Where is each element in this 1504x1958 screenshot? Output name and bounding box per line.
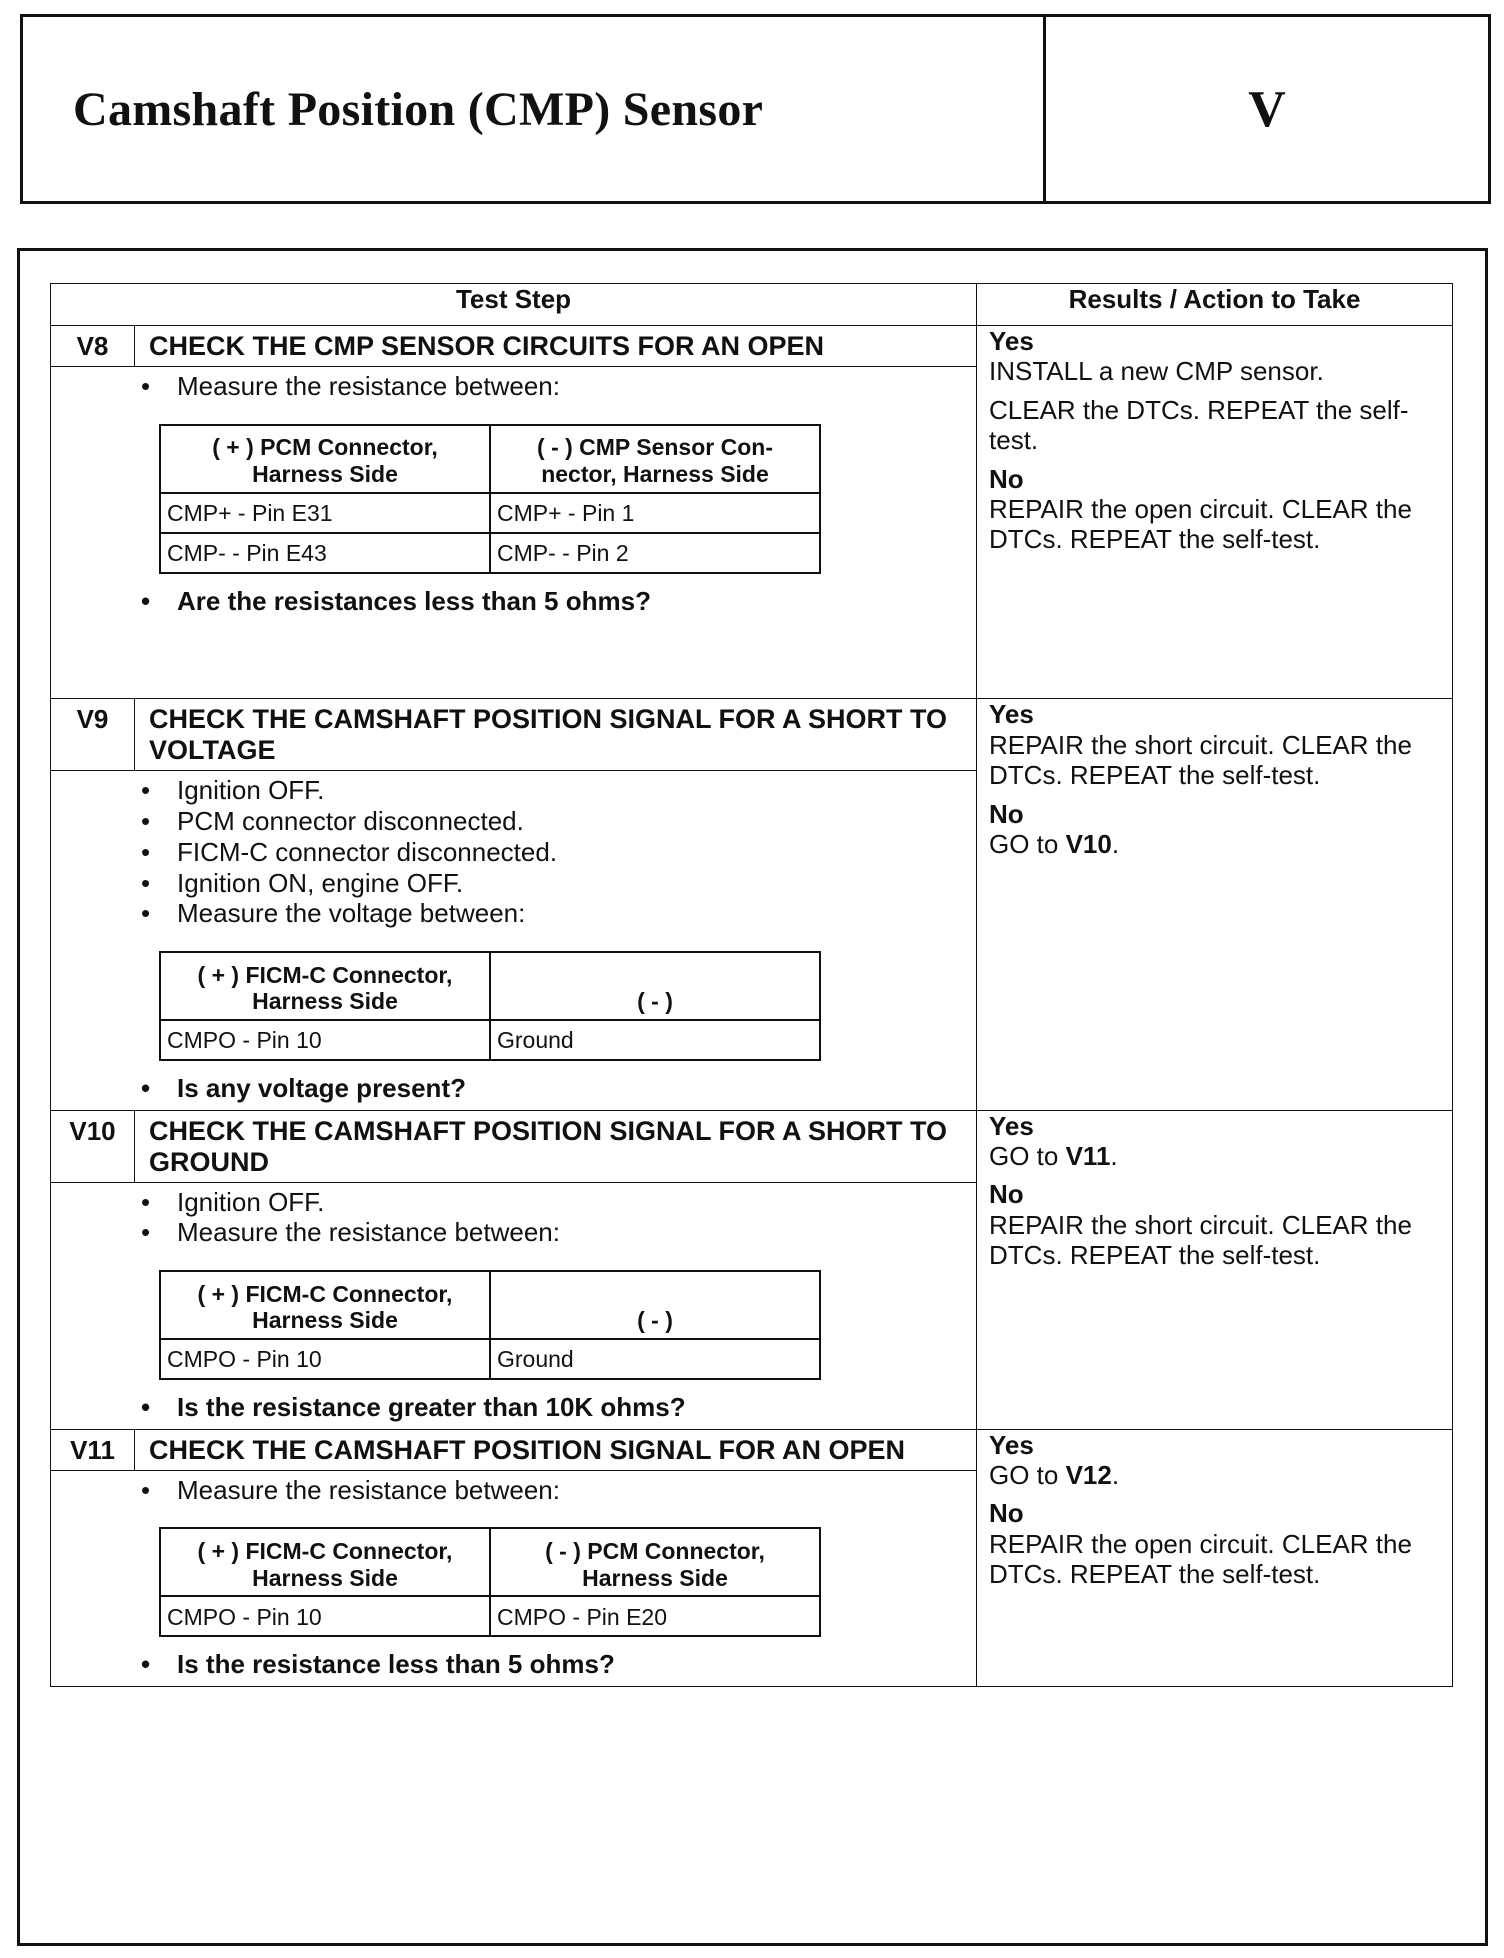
- yes-action: REPAIR the short circuit. CLEAR the DTCs. REPEAT the self-test.: [989, 729, 1412, 791]
- measurement-header: ( - ): [490, 1271, 820, 1339]
- bullet-item: • Measure the resistance between:: [141, 1475, 962, 1506]
- step-id: V8: [51, 326, 135, 367]
- yes-label: Yes: [989, 699, 1034, 730]
- step-body: [51, 1182, 977, 1429]
- bullet-item: • Ignition OFF.: [141, 775, 962, 806]
- step-id: V9: [51, 699, 135, 771]
- no-action: REPAIR the open circuit. CLEAR the DTCs. REPEAT the self-test.: [989, 1528, 1412, 1590]
- measurement-header: ( - ): [490, 952, 820, 1020]
- bullet-item: • Ignition ON, engine OFF.: [141, 868, 962, 899]
- measurement-cell: Ground: [490, 1020, 820, 1060]
- yes-action-continued: CLEAR the DTCs. REPEAT the self-test.: [989, 394, 1409, 456]
- no-label: No: [989, 1179, 1024, 1210]
- step-title: CHECK THE CAMSHAFT POSITION SIGNAL FOR A SHORT TO GROUND: [135, 1110, 977, 1182]
- yes-label: Yes: [989, 1110, 1034, 1141]
- bullet-item: • PCM connector disconnected.: [141, 806, 962, 837]
- step-id: V11: [51, 1429, 135, 1470]
- no-label: No: [989, 798, 1024, 829]
- measurement-header: ( + ) FICM-C Connector, Harness Side: [160, 952, 490, 1020]
- step-reference: V10: [1065, 829, 1112, 860]
- step-title: CHECK THE CAMSHAFT POSITION SIGNAL FOR AN OPEN: [135, 1429, 977, 1470]
- measurement-table: [159, 951, 821, 1061]
- measurement-cell: CMP+ - Pin 1: [490, 493, 820, 533]
- question: • Is the resistance less than 5 ohms?: [141, 1649, 962, 1680]
- question: • Are the resistances less than 5 ohms?: [141, 586, 962, 617]
- result-cell: [977, 326, 1453, 699]
- step-body: [51, 771, 977, 1110]
- measurement-cell: CMPO - Pin 10: [160, 1596, 490, 1636]
- step-body: [51, 1470, 977, 1686]
- step-reference: V12: [1065, 1460, 1112, 1491]
- measurement-header: ( + ) FICM-C Connector, Harness Side: [160, 1528, 490, 1596]
- header-results: Results / Action to Take: [977, 284, 1453, 326]
- result-cell: [977, 1110, 1453, 1429]
- step-reference: V11: [1065, 1140, 1111, 1171]
- no-action: REPAIR the short circuit. CLEAR the DTCs. REPEAT the self-test.: [989, 1209, 1412, 1271]
- header-test-step: Test Step: [51, 284, 977, 326]
- measurement-header: ( - ) PCM Connector, Harness Side: [490, 1528, 820, 1596]
- section-letter: V: [1248, 80, 1286, 138]
- no-action: GO to V10.: [989, 829, 1120, 860]
- yes-label: Yes: [989, 1429, 1034, 1460]
- measurement-cell: CMP+ - Pin E31: [160, 493, 490, 533]
- measurement-header: ( + ) PCM Connector, Harness Side: [160, 425, 490, 493]
- result-cell: [977, 1429, 1453, 1686]
- no-label: No: [989, 463, 1024, 494]
- bullet-item: • Measure the voltage between:: [141, 898, 962, 929]
- page-header: [20, 14, 1491, 204]
- bullet-item: • FICM-C connector disconnected.: [141, 837, 962, 868]
- test-step-table: [50, 283, 1453, 1687]
- question: • Is any voltage present?: [141, 1073, 962, 1104]
- yes-action: GO to V12.: [989, 1460, 1120, 1491]
- no-label: No: [989, 1498, 1024, 1529]
- step-body: [51, 367, 977, 699]
- yes-label: Yes: [989, 326, 1034, 356]
- section-cell: [1046, 17, 1488, 201]
- bullet-item: • Measure the resistance between:: [141, 1217, 962, 1248]
- question: • Is the resistance greater than 10K ohms?: [141, 1392, 962, 1423]
- yes-action: GO to V11.: [989, 1140, 1118, 1171]
- measurement-header: ( + ) FICM-C Connector, Harness Side: [160, 1271, 490, 1339]
- title-cell: [23, 17, 1046, 201]
- bullet-item: • Ignition OFF.: [141, 1187, 962, 1218]
- no-action: REPAIR the open circuit. CLEAR the DTCs. REPEAT the self-test.: [989, 494, 1412, 555]
- result-cell: [977, 699, 1453, 1110]
- measurement-header: ( - ) CMP Sensor Con- nector, Harness Side: [490, 425, 820, 493]
- page-title: Camshaft Position (CMP) Sensor: [73, 82, 764, 136]
- step-title: CHECK THE CMP SENSOR CIRCUITS FOR AN OPEN: [135, 326, 977, 367]
- measurement-cell: CMPO - Pin 10: [160, 1339, 490, 1379]
- measurement-cell: CMP- - Pin 2: [490, 533, 820, 573]
- bullet-item: • Measure the resistance between:: [141, 371, 962, 402]
- measurement-table: [159, 424, 821, 574]
- yes-action: INSTALL a new CMP sensor.: [989, 356, 1324, 387]
- measurement-cell: CMPO - Pin 10: [160, 1020, 490, 1060]
- step-id: V10: [51, 1110, 135, 1182]
- measurement-table: [159, 1527, 821, 1637]
- measurement-cell: Ground: [490, 1339, 820, 1379]
- step-title: CHECK THE CAMSHAFT POSITION SIGNAL FOR A SHORT TO VOLTAGE: [135, 699, 977, 771]
- measurement-cell: CMPO - Pin E20: [490, 1596, 820, 1636]
- measurement-table: [159, 1270, 821, 1380]
- measurement-cell: CMP- - Pin E43: [160, 533, 490, 573]
